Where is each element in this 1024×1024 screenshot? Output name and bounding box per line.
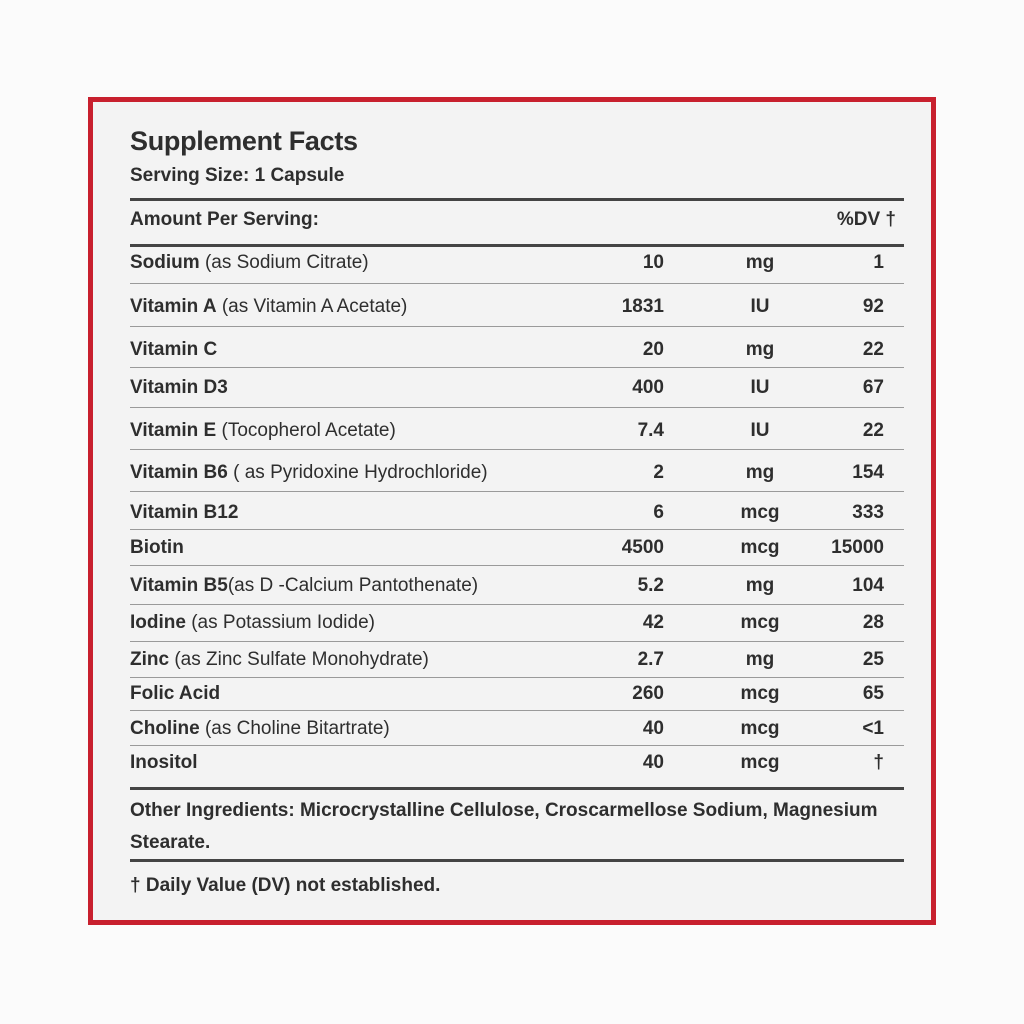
nutrient-amount: 260: [632, 683, 664, 704]
nutrient-amount: 40: [642, 718, 664, 739]
row-divider: [130, 565, 904, 566]
label-title: Supplement Facts: [130, 126, 358, 156]
nutrient-amount: 5.2: [637, 575, 664, 596]
nutrient-amount: 20: [642, 339, 664, 360]
supplement-facts-label: [88, 97, 936, 925]
nutrient-dv: 25: [862, 649, 884, 670]
nutrient-amount: 40: [642, 752, 664, 773]
nutrient-dv: 22: [862, 420, 884, 441]
nutrient-unit: mg: [745, 462, 775, 483]
nutrient-desc: (as Sodium Citrate): [199, 252, 369, 273]
row-divider: [130, 641, 904, 642]
nutrient-name: Vitamin D3: [130, 377, 228, 398]
amount-per-serving-header: Amount Per Serving:: [130, 209, 319, 230]
row-divider: [130, 449, 904, 450]
nutrient-name: Vitamin A: [130, 296, 217, 317]
nutrient-unit: mg: [745, 649, 775, 670]
row-divider: [130, 407, 904, 408]
nutrient-amount: 2.7: [637, 649, 664, 670]
nutrient-amount: 2: [653, 462, 664, 483]
nutrient-name: Iodine: [130, 612, 186, 633]
nutrient-unit: mcg: [740, 683, 780, 704]
nutrient-amount: 10: [642, 252, 664, 273]
header-rule: [130, 198, 904, 201]
nutrient-unit: mcg: [740, 537, 780, 558]
nutrient-amount: 6: [653, 502, 664, 523]
nutrient-desc: (as Potassium Iodide): [185, 612, 375, 633]
dv-footnote: † Daily Value (DV) not established.: [130, 875, 441, 896]
footnote-rule: [130, 859, 904, 862]
nutrient-name: Vitamin E: [130, 420, 217, 441]
other-ingredients: Other Ingredients: Microcrystalline Cellulose, Croscarmellose Sodium, Magnesium Stearate.: [130, 800, 878, 853]
nutrient-dv: 67: [862, 377, 884, 398]
daily-value-header: %DV †: [836, 209, 896, 230]
nutrient-amount: 400: [632, 377, 664, 398]
nutrient-desc: (as Zinc Sulfate Monohydrate): [169, 649, 429, 670]
row-divider: [130, 745, 904, 746]
row-divider: [130, 491, 904, 492]
table-top-rule: [130, 244, 904, 247]
nutrient-unit: mcg: [740, 752, 780, 773]
nutrient-unit: mcg: [740, 502, 780, 523]
nutrient-dv: 92: [862, 296, 884, 317]
nutrient-dv: 28: [862, 612, 884, 633]
nutrient-unit: IU: [750, 377, 770, 398]
nutrient-dv: 22: [862, 339, 884, 360]
nutrient-name: Choline: [130, 718, 200, 739]
nutrient-dv: 65: [862, 683, 884, 704]
nutrient-unit: mcg: [740, 612, 780, 633]
nutrient-dv: <1: [862, 718, 884, 739]
row-divider: [130, 529, 904, 530]
nutrient-amount: 7.4: [637, 420, 664, 441]
row-divider: [130, 367, 904, 368]
nutrient-name: Zinc: [130, 649, 170, 670]
nutrient-unit: IU: [750, 420, 770, 441]
nutrient-desc: (Tocopherol Acetate): [216, 420, 396, 441]
nutrient-dv: 1: [873, 252, 884, 273]
nutrient-dv: 154: [852, 462, 884, 483]
row-divider: [130, 283, 904, 284]
serving-size: Serving Size: 1 Capsule: [130, 165, 345, 186]
nutrient-desc: (as Vitamin A Acetate): [216, 296, 408, 317]
nutrient-name: Sodium: [130, 252, 200, 273]
nutrient-name: Vitamin B5: [130, 575, 228, 596]
nutrient-amount: 42: [642, 612, 664, 633]
nutrient-desc: (as D -Calcium Pantothenate): [227, 575, 479, 596]
nutrient-dv: 15000: [831, 537, 884, 558]
nutrient-name: Folic Acid: [130, 683, 221, 704]
nutrient-unit: mg: [745, 339, 775, 360]
row-divider: [130, 604, 904, 605]
nutrient-amount: 1831: [621, 296, 664, 317]
row-divider: [130, 326, 904, 327]
nutrient-unit: mcg: [740, 718, 780, 739]
nutrient-name: Inositol: [130, 752, 198, 773]
nutrient-dv: 104: [852, 575, 884, 596]
nutrient-unit: IU: [750, 296, 770, 317]
nutrient-name: Vitamin B12: [130, 502, 239, 523]
nutrient-dv: 333: [852, 502, 884, 523]
nutrient-dv: †: [873, 752, 884, 773]
nutrient-name: Vitamin B6: [130, 462, 228, 483]
table-bottom-rule: [130, 787, 904, 790]
nutrient-unit: mg: [745, 252, 775, 273]
nutrient-desc: ( as Pyridoxine Hydrochloride): [227, 462, 488, 483]
nutrient-unit: mg: [745, 575, 775, 596]
nutrient-amount: 4500: [621, 537, 664, 558]
row-divider: [130, 677, 904, 678]
nutrient-name: Biotin: [130, 537, 184, 558]
row-divider: [130, 710, 904, 711]
nutrient-name: Vitamin C: [130, 339, 218, 360]
nutrient-desc: (as Choline Bitartrate): [199, 718, 390, 739]
